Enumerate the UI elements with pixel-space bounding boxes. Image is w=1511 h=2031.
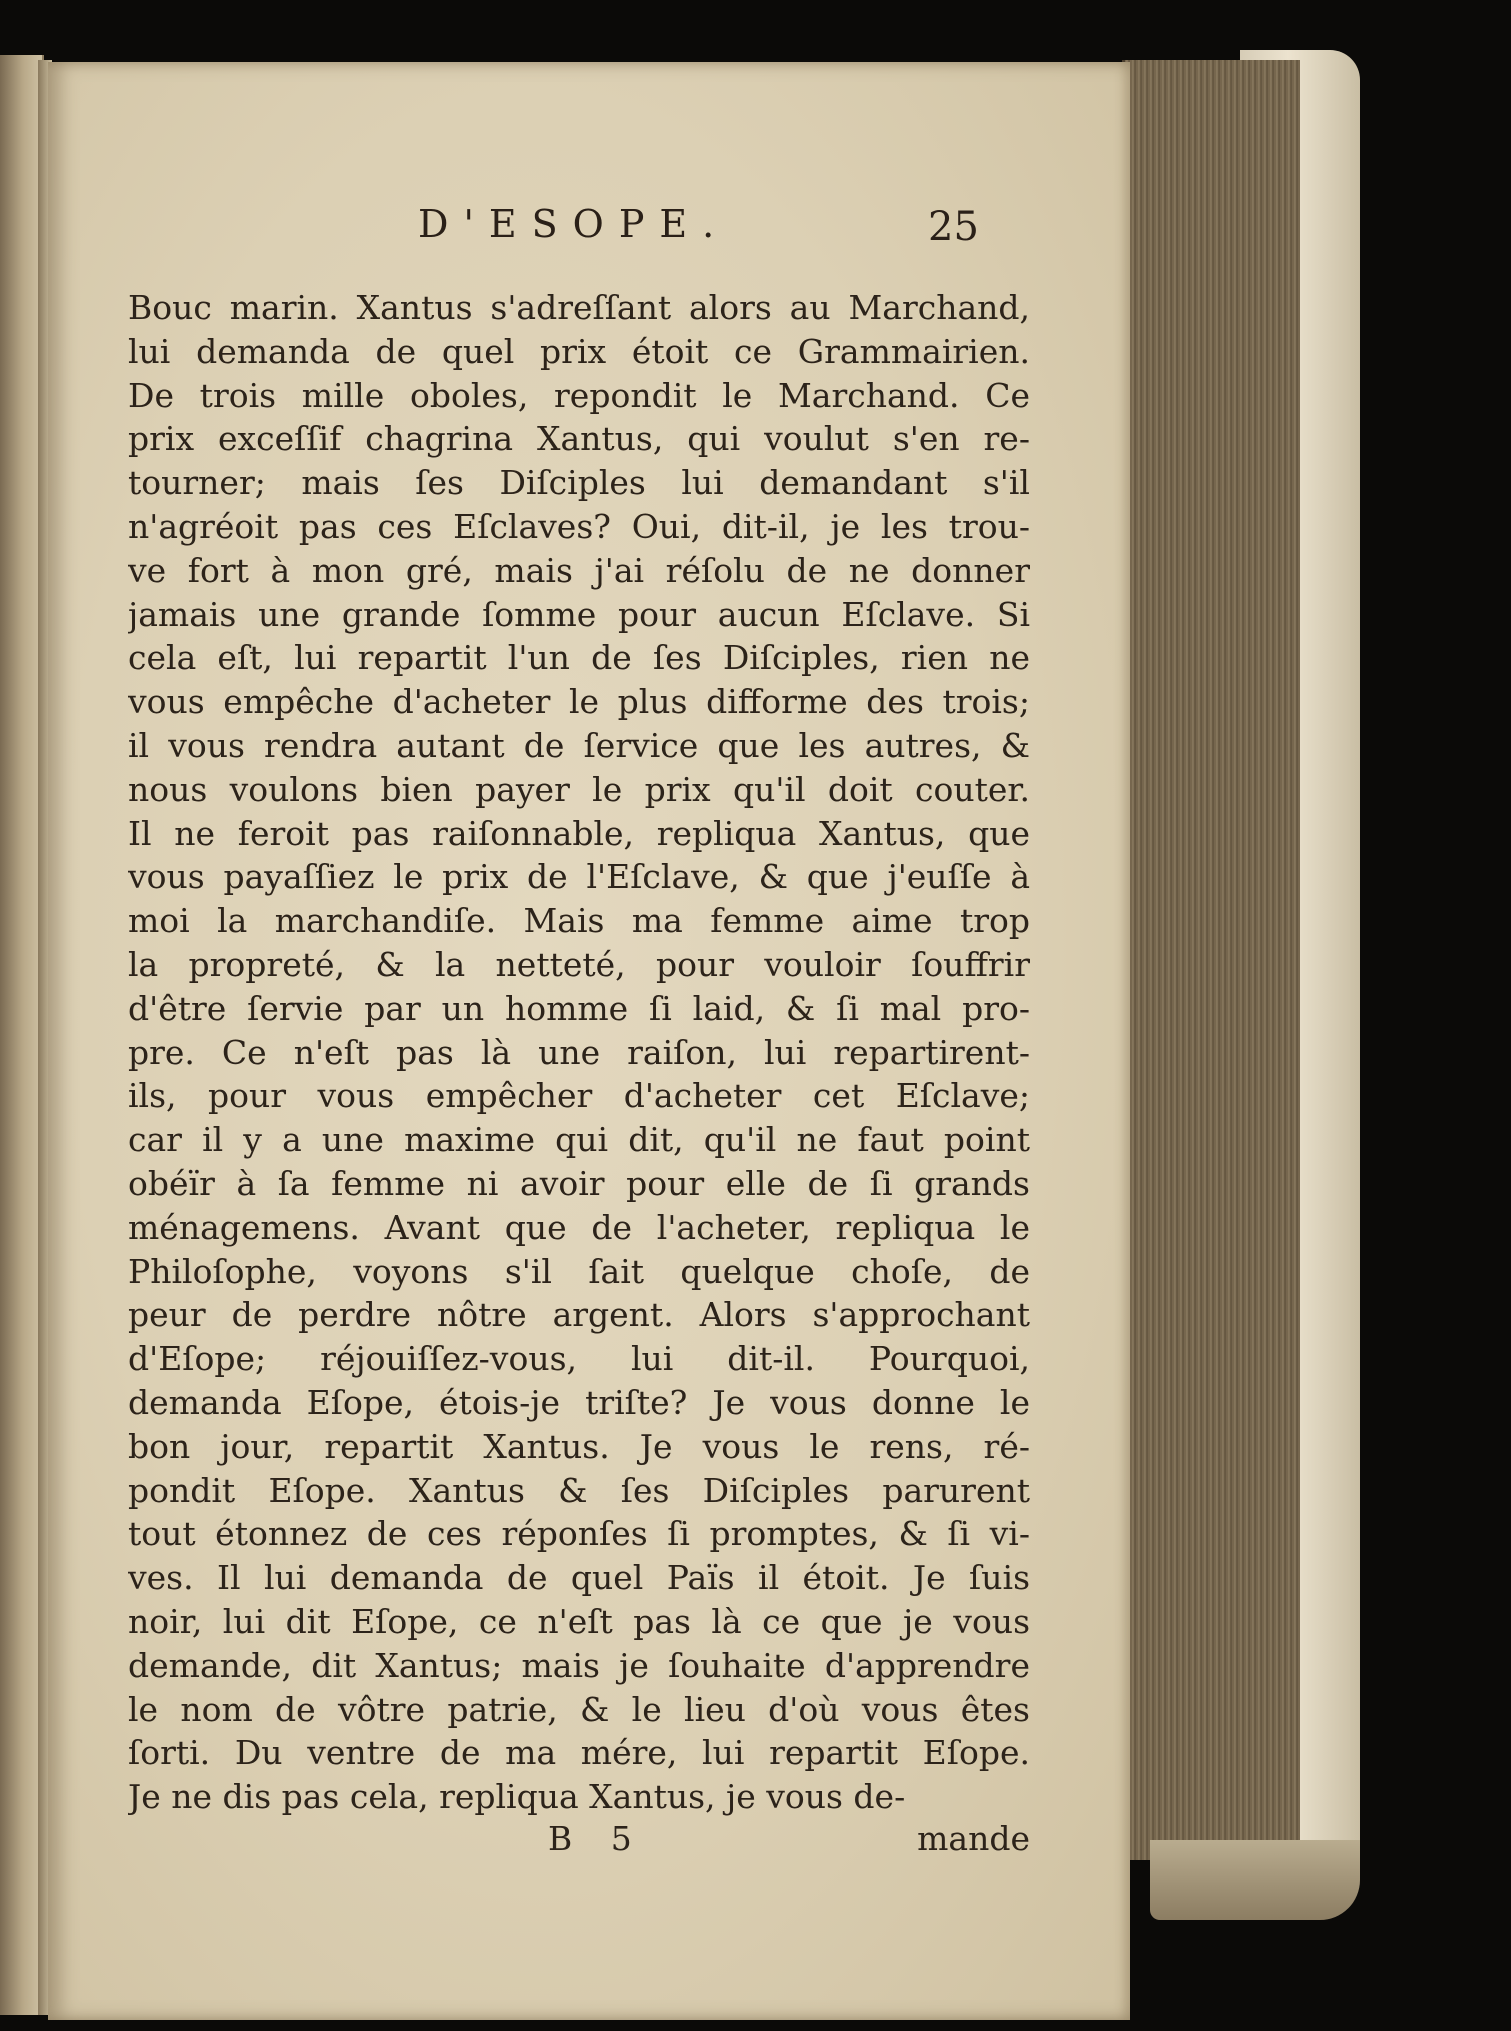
text-line: ve fort à mon gré, mais j'ai réſolu de ne donner (128, 550, 1030, 590)
text-line: demande, dit Xantus; mais je ſouhaite d'apprendre (128, 1645, 1030, 1685)
running-head (48, 202, 1130, 252)
text-line: car il y a une maxime qui dit, qu'il ne faut point (128, 1120, 1030, 1160)
text-line: lui demanda de quel prix étoit ce Grammairien. (128, 331, 1030, 371)
text-line: il vous rendra autant de ſervice que les autres, & (128, 725, 1030, 765)
text-line: cela eſt, lui repartit l'un de ſes Diſciples, rien ne (128, 638, 1030, 678)
text-line: tourner; mais ſes Diſciples lui demandant s'il (128, 463, 1030, 503)
text-line: pre. Ce n'eſt pas là une raiſon, lui repartirent- (128, 1032, 1030, 1072)
text-line: moi la marchandiſe. Mais ma femme aime trop (128, 901, 1030, 941)
page-footer (48, 1819, 1130, 1869)
text-line: Philoſophe, voyons s'il ſait quelque choſe, de (128, 1251, 1030, 1291)
text-line: prix exceſſif chagrina Xantus, qui voulut s'en re- (128, 419, 1030, 459)
text-line: ils, pour vous empêcher d'acheter cet Eſclave; (128, 1076, 1030, 1116)
text-line: jamais une grande ſomme pour aucun Eſclave. Si (128, 594, 1030, 634)
page-number: 25 (928, 204, 979, 250)
book-page (48, 62, 1130, 2020)
text-line: d'Eſope; réjouiſſez-vous, lui dit-il. Pourquoi, (128, 1339, 1030, 1379)
text-line: pondit Eſope. Xantus & ſes Diſciples parurent (128, 1470, 1030, 1510)
text-line: obéïr à ſa femme ni avoir pour elle de ſi grands (128, 1163, 1030, 1203)
running-title: D'ESOPE. (418, 202, 730, 246)
text-line: bon jour, repartit Xantus. Je vous le rens, ré- (128, 1426, 1030, 1466)
text-line: le nom de vôtre patrie, & le lieu d'où vous êtes (128, 1689, 1030, 1729)
text-line: Bouc marin. Xantus s'adreſſant alors au Marchand, (128, 288, 1030, 327)
text-line: nous voulons bien payer le prix qu'il doit couter. (128, 769, 1030, 809)
body-text (128, 286, 1030, 1819)
text-line: vous payaſſiez le prix de l'Eſclave, & que j'euſſe à (128, 857, 1030, 897)
text-line: d'être ſervie par un homme ſi laid, & ſi mal pro- (128, 988, 1030, 1028)
signature-mark: B 5 (548, 1819, 646, 1858)
cover-corner (1150, 1840, 1360, 1920)
text-line: demanda Eſope, étois-je triſte? Je vous donne le (128, 1382, 1030, 1422)
text-line: noir, lui dit Eſope, ce n'eſt pas là ce que je vous (128, 1601, 1030, 1641)
text-line: peur de perdre nôtre argent. Alors s'approchant (128, 1295, 1030, 1335)
text-line: De trois mille oboles, repondit le Marchand. Ce (128, 375, 1030, 415)
catchword: mande (917, 1819, 1030, 1858)
page-fore-edge (1122, 60, 1300, 1860)
text-line: ménagemens. Avant que de l'acheter, repliqua le (128, 1207, 1030, 1247)
text-line: ves. Il lui demanda de quel Païs il étoit. Je ſuis (128, 1558, 1030, 1598)
text-line: la propreté, & la netteté, pour vouloir ſouffrir (128, 944, 1030, 984)
text-line: ſorti. Du ventre de ma mére, lui repartit Eſope. (128, 1733, 1030, 1773)
text-line: vous empêche d'acheter le plus difforme des trois; (128, 682, 1030, 722)
text-line: n'agréoit pas ces Eſclaves? Oui, dit-il, je les trou- (128, 506, 1030, 546)
text-line: tout étonnez de ces réponſes ſi promptes, & ſi vi- (128, 1514, 1030, 1554)
text-line: Il ne feroit pas raiſonnable, repliqua Xantus, que (128, 813, 1030, 853)
text-line: Je ne dis pas cela, repliqua Xantus, je vous de- (128, 1777, 906, 1817)
